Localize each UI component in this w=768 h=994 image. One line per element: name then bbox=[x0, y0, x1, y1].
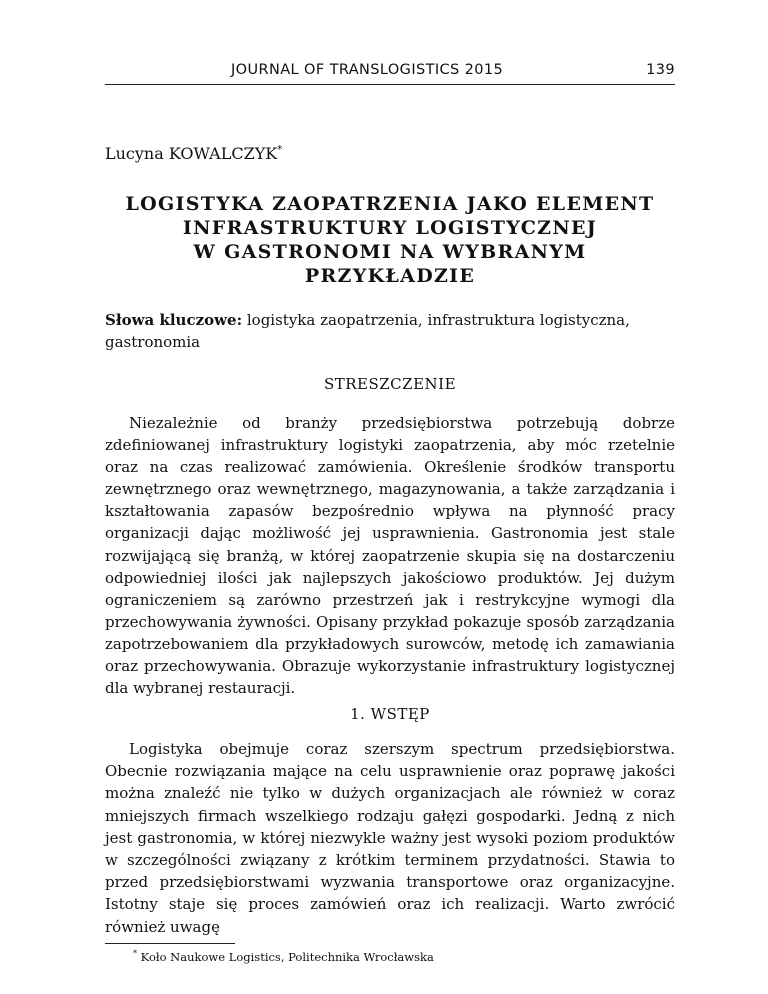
footnote-text: Koło Naukowe Logistics, Politechnika Wrocławska bbox=[137, 949, 434, 964]
page-number: 139 bbox=[646, 62, 675, 78]
title-line-1: LOGISTYKA ZAOPATRZENIA JAKO ELEMENT bbox=[125, 193, 655, 215]
title-line-4: PRZYKŁADZIE bbox=[304, 265, 476, 287]
footnote-marker: * bbox=[133, 949, 137, 958]
footnote-divider bbox=[105, 943, 235, 944]
abstract bbox=[105, 412, 675, 699]
author-line bbox=[105, 144, 282, 163]
section-body bbox=[105, 738, 675, 938]
running-header bbox=[105, 60, 675, 85]
article-title bbox=[105, 192, 675, 288]
abstract-paragraph: Niezależnie od branży przedsiębiorstwa potrzebują dobrze zdefiniowanej infrastruktury logistyki zaopatrzenia, aby móc rzetelnie oraz na czas realizować zamówienia. Określenie środków transportu zewnętrznego oraz wewnętrznego, magazynowania, a także zarządzania i kształtowania zapasów bezpośrednio wpływa na płynność pracy organizacji dając możliwość jej usprawnienia. Gastronomia jest stale rozwijającą się branżą, w której zaopatrzenie skupia się na dostarczeniu odpowiedniej ilości jak najlepszych jakościowo produktów. Jej dużym ograniczeniem są zarówno przestrzeń jak i restrykcyjne wymogi dla przechowywania żywności. Opisany przykład pokazuje sposób zarządzania zapotrzebowaniem dla przykładowych surowców, metodę ich zamawiania oraz przechowywania. Obrazuje wykorzystanie infrastruktury logistycznej dla wybranej restauracji. bbox=[105, 414, 675, 698]
abstract-heading: STRESZCZENIE bbox=[323, 375, 457, 393]
footnote bbox=[133, 949, 434, 964]
author-footnote-marker: * bbox=[277, 144, 283, 156]
section-heading: 1. WSTĘP bbox=[350, 705, 430, 723]
keywords bbox=[105, 309, 675, 353]
author-name: Lucyna KOWALCZYK bbox=[105, 144, 278, 163]
title-line-2: INFRASTRUKTURY LOGISTYCZNEJ bbox=[182, 217, 598, 239]
journal-title: JOURNAL OF TRANSLOGISTICS 2015 bbox=[231, 62, 504, 78]
title-line-3: W GASTRONOMI NA WYBRANYM bbox=[193, 241, 587, 263]
keywords-text: logistyka zaopatrzenia, infrastruktura logistyczna, gastronomia bbox=[105, 311, 630, 351]
section-paragraph: Logistyka obejmuje coraz szerszym spectrum przedsiębiorstwa. Obecnie rozwiązania mające na celu usprawnienie oraz poprawę jakości można znaleźć nie tylko w dużych organizacjach ale również w coraz mniejszych firmach wszelkiego rodzaju gałęzi gospodarki. Jedną z nich jest gastronomia, w której niezwykle ważny jest wysoki poziom produktów w szczególności związany z krótkim terminem przydatności. Stawia to przed przedsiębiorstwami wyzwania transportowe oraz organizacyjne. Istotny staje się proces zamówień oraz ich realizacji. Warto zwrócić również uwagę bbox=[105, 740, 675, 936]
keywords-label: Słowa kluczowe: bbox=[105, 311, 243, 329]
